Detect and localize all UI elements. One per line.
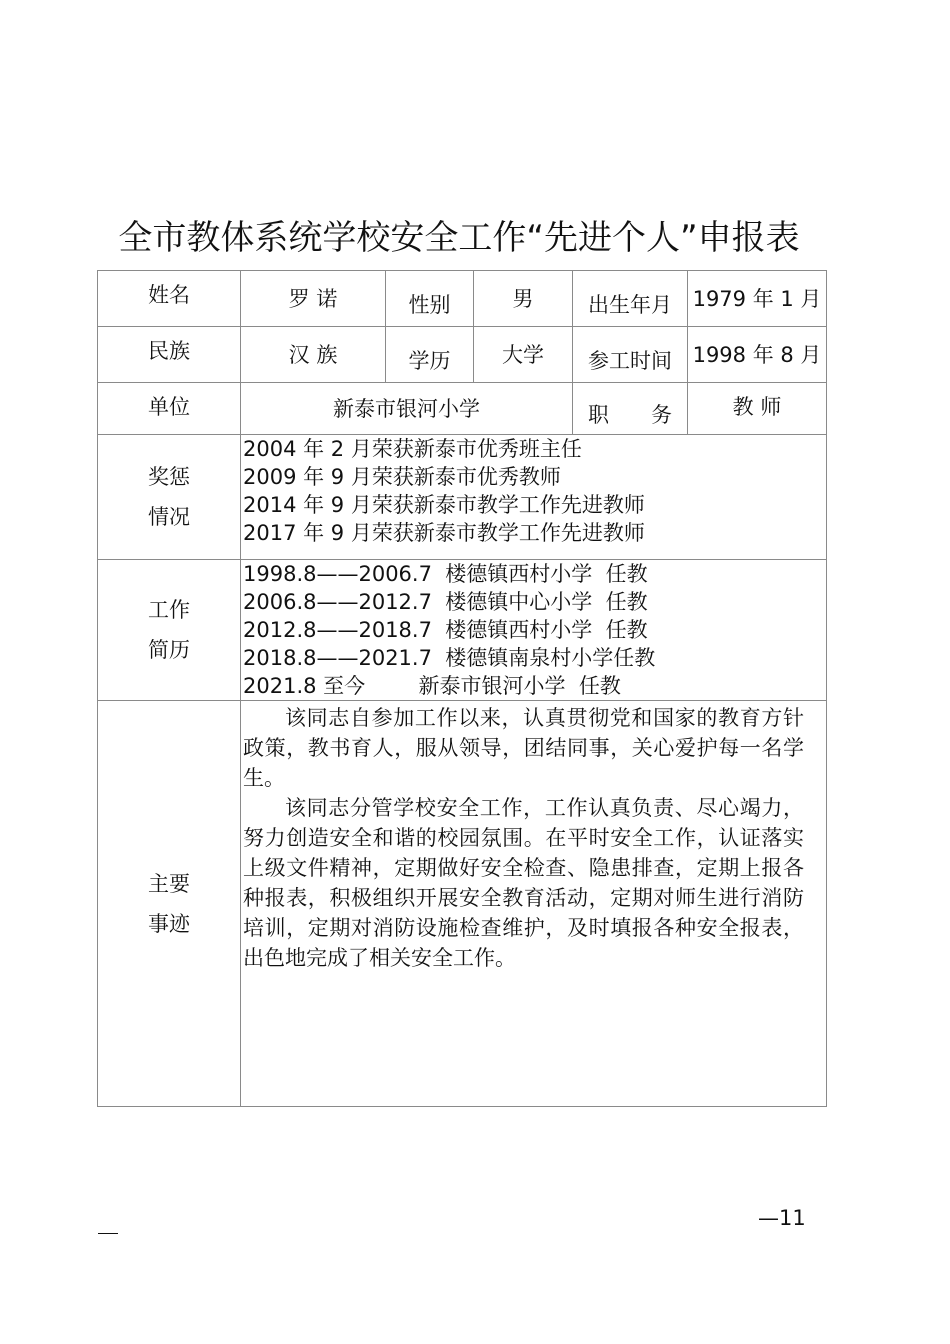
deeds-paragraph: 该同志分管学校安全工作，工作认真负责、尽心竭力，努力创造安全和谐的校园氛围。在平时安全工作，认证落实上级文件精神，定期做好安全检查、隐患排查，定期上报各种报表，积极组织开展安全教育活动，定期对师生进行消防培训，定期对消防设施检查维护，及时填报各种安全报表，出色地完成了相关安全工作。 — [243, 796, 804, 970]
position-label: 职 务 — [573, 383, 688, 435]
page-number: —11 — [758, 1206, 806, 1230]
resume-list — [241, 560, 827, 701]
awards-label-line2: 情况 — [148, 505, 190, 529]
deeds-text — [241, 701, 827, 1107]
footer-dash — [98, 1233, 118, 1234]
birth-value: 1979 年 1 月 — [688, 271, 827, 327]
birth-label: 出生年月 — [573, 271, 688, 327]
unit-value: 新泰市银河小学 — [241, 383, 573, 435]
resume-item: 2006.8——2012.7 楼德镇中心小学 任教 — [243, 590, 648, 614]
resume-label-line1: 工作 — [148, 598, 190, 622]
row-basic-info-1 — [98, 271, 827, 327]
row-deeds — [98, 701, 827, 1107]
award-item: 2009 年 9 月荣获新泰市优秀教师 — [243, 465, 561, 489]
resume-item: 2012.8——2018.7 楼德镇西村小学 任教 — [243, 618, 648, 642]
award-item: 2004 年 2 月荣获新泰市优秀班主任 — [243, 437, 582, 461]
gender-value: 男 — [474, 271, 573, 327]
row-awards — [98, 435, 827, 560]
resume-item: 2021.8 至今 新泰市银河小学 任教 — [243, 674, 621, 698]
resume-item: 2018.8——2021.7 楼德镇南泉村小学任教 — [243, 646, 656, 670]
row-resume — [98, 560, 827, 701]
name-label: 姓名 — [98, 271, 241, 327]
ethnic-label: 民族 — [98, 327, 241, 383]
form-title: 全市教体系统学校安全工作“先进个人”申报表 — [118, 218, 800, 258]
resume-label — [98, 560, 241, 701]
deeds-paragraph: 该同志自参加工作以来，认真贯彻党和国家的教育方针政策，教书育人，服从领导，团结同事，关心爱护每一名学生。 — [243, 706, 804, 790]
resume-label-line2: 简历 — [148, 638, 190, 662]
award-item: 2014 年 9 月荣获新泰市教学工作先进教师 — [243, 493, 645, 517]
resume-item: 1998.8——2006.7 楼德镇西村小学 任教 — [243, 562, 648, 586]
work-start-label: 参工时间 — [573, 327, 688, 383]
awards-label-line1: 奖惩 — [148, 465, 190, 489]
award-item: 2017 年 9 月荣获新泰市教学工作先进教师 — [243, 521, 645, 545]
row-basic-info-2 — [98, 327, 827, 383]
unit-label: 单位 — [98, 383, 241, 435]
education-label: 学历 — [386, 327, 474, 383]
ethnic-value: 汉 族 — [241, 327, 386, 383]
deeds-label-line2: 事迹 — [148, 911, 190, 936]
education-value: 大学 — [474, 327, 573, 383]
deeds-label — [98, 701, 241, 1107]
name-value: 罗 诺 — [241, 271, 386, 327]
gender-label: 性别 — [386, 271, 474, 327]
application-form-table — [97, 270, 827, 1107]
awards-list — [241, 435, 827, 560]
awards-label — [98, 435, 241, 560]
position-value: 教 师 — [688, 383, 827, 435]
row-unit — [98, 383, 827, 435]
work-start-value: 1998 年 8 月 — [688, 327, 827, 383]
deeds-label-line1: 主要 — [148, 871, 190, 896]
